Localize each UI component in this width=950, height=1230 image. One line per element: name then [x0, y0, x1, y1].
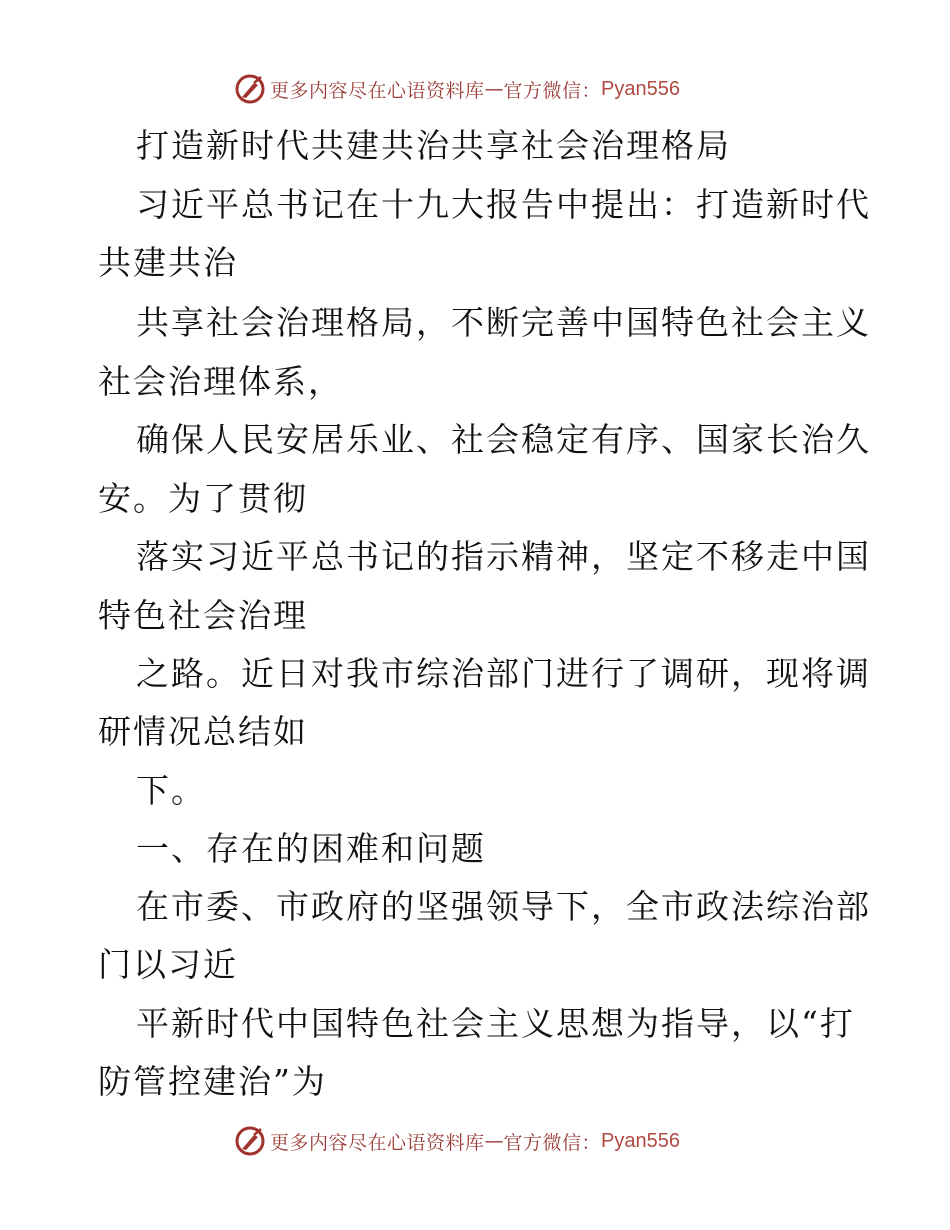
section-heading: 一、存在的困难和问题 — [136, 829, 486, 868]
paragraph-line: 落实习近平总书记的指示精神，坚定不移走中国 — [136, 537, 871, 576]
quill-pen-circle-icon — [234, 1125, 266, 1157]
watermark-separator: — — [484, 1130, 504, 1152]
paragraph-line: 平新时代中国特色社会主义思想为指导，以“打 — [136, 1004, 855, 1043]
paragraph-line: 门以习近 — [98, 945, 238, 984]
paragraph-line: 在市委、市政府的坚强领导下，全市政法综治部 — [136, 887, 871, 926]
paragraph-line: 确保人民安居乐业、社会稳定有序、国家长治久 — [136, 420, 871, 459]
header-watermark — [234, 72, 680, 106]
paragraph-line: 特色社会治理 — [98, 596, 308, 635]
paragraph-line: 社会治理体系， — [98, 362, 343, 401]
paragraph-line: 防管控建治”为 — [98, 1062, 327, 1101]
paragraph-line: 共享社会治理格局，不断完善中国特色社会主义 — [136, 303, 871, 342]
paragraph-line: 研情况总结如 — [98, 712, 308, 751]
watermark-wechat-label: 官方微信： — [503, 79, 602, 102]
paragraph-line: 安。为了贯彻 — [98, 479, 308, 518]
watermark-wechat-id: Pyan556 — [601, 1129, 680, 1152]
paragraph-line: 共建共治 — [98, 243, 238, 282]
watermark-wechat-label: 官方微信： — [503, 1131, 602, 1154]
quill-pen-circle-icon — [234, 73, 266, 105]
watermark-separator: — — [484, 78, 504, 100]
document-title: 打造新时代共建共治共享社会治理格局 — [136, 126, 731, 165]
paragraph-line: 之路。近日对我市综治部门进行了调研，现将调 — [136, 654, 871, 693]
paragraph-line: 习近平总书记在十九大报告中提出：打造新时代 — [136, 185, 871, 224]
watermark-promo-text: 更多内容尽在心语资料库 — [270, 1131, 485, 1154]
paragraph-line: 下。 — [136, 771, 206, 810]
watermark-wechat-id: Pyan556 — [601, 77, 680, 100]
watermark-promo-text: 更多内容尽在心语资料库 — [270, 79, 485, 102]
footer-watermark — [234, 1124, 680, 1158]
